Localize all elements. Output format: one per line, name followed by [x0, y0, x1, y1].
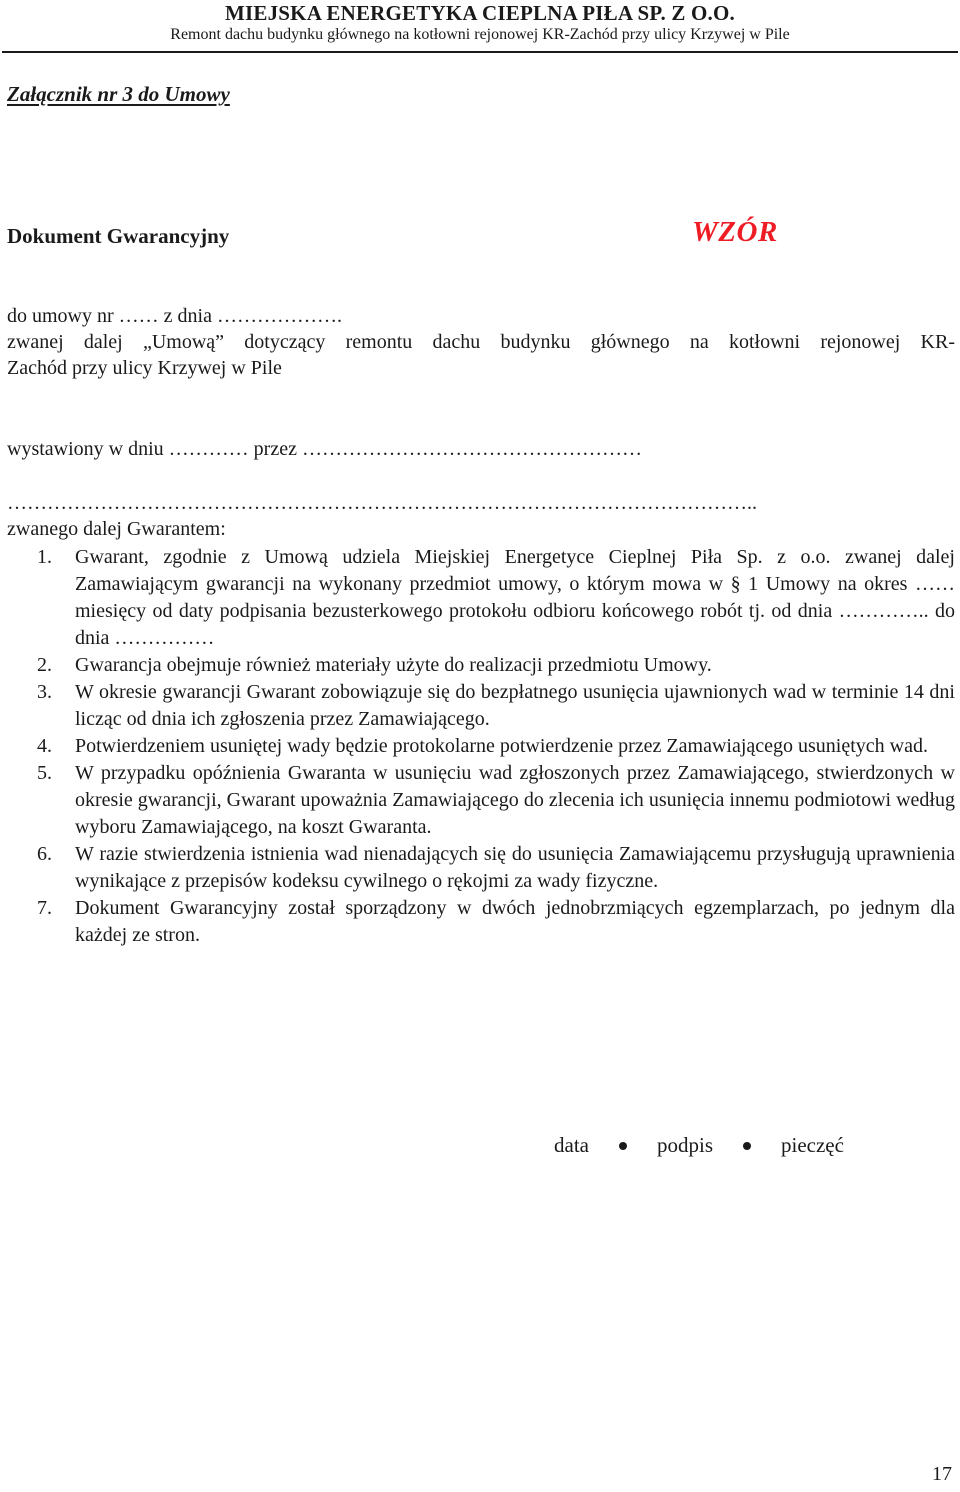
item-number: 7.	[37, 897, 52, 919]
issued-line: wystawiony w dniu ………… przez ……………………………………………	[7, 438, 642, 460]
contract-number-line: do umowy nr …… z dnia ……………….	[7, 305, 342, 327]
list-item	[7, 679, 955, 733]
item-text: Dokument Gwarancyjny został sporządzony w dwóch jednobrzmiących egzemplarzach, po jednym dla każdej ze stron.	[75, 897, 955, 946]
contract-location-line: Zachód przy ulicy Krzywej w Pile	[7, 357, 282, 379]
item-text: W razie stwierdzenia istnienia wad nienadających się do usunięcia Zamawiającemu przysługują uprawnienia wynikające z przepisów kodeksu cywilnego o rękojmi za wady fizyczne.	[75, 843, 955, 892]
page-number: 17	[932, 1463, 952, 1485]
item-number: 4.	[37, 735, 52, 757]
signature-block	[554, 1133, 844, 1158]
guarantor-line: zwanego dalej Gwarantem:	[7, 518, 226, 540]
company-name: MIEJSKA ENERGETYKA CIEPLNA PIŁA SP. Z O.O.	[225, 1, 735, 25]
item-text: W przypadku opóźnienia Gwaranta w usunięciu wad zgłoszonych przez Zamawiającego, stwierdzonych w okresie gwarancji, Gwarant upoważnia Zamawiającego do zlecenia ich usunięcia innemu podmiotowi według wyboru Zamawiającego, na koszt Gwaranta.	[75, 762, 955, 838]
list-item	[7, 760, 955, 841]
document-title: Dokument Gwarancyjny	[7, 224, 230, 248]
item-number: 5.	[37, 762, 52, 784]
seal-label: pieczęć	[781, 1133, 844, 1157]
warranty-terms-list	[7, 544, 955, 949]
template-stamp: WZÓR	[692, 216, 778, 248]
bullet-icon	[619, 1142, 627, 1150]
list-item	[7, 733, 955, 760]
item-text: Potwierdzeniem usuniętej wady będzie protokolarne potwierdzenie przez Zamawiającego usuniętych wad.	[75, 735, 928, 757]
list-item	[7, 544, 955, 652]
signature-label: podpis	[656, 1133, 713, 1157]
item-number: 2.	[37, 654, 52, 676]
item-text: Gwarancja obejmuje również materiały użyte do realizacji przedmiotu Umowy.	[75, 654, 712, 676]
project-name: Remont dachu budynku głównego na kotłowni rejonowej KR-Zachód przy ulicy Krzywej w Pile	[170, 26, 790, 43]
item-text: Gwarant, zgodnie z Umową udziela Miejskiej Energetyce Cieplnej Piła Sp. z o.o. zwanej dalej Zamawiającym gwarancji na wykonany przedmiot umowy, o którym mowa w § 1 Umowy na okres …… miesięcy od daty podpisania bezusterkowego protokołu odbioru końcowego robót tj. od dnia ………….. do dnia ……………	[75, 546, 955, 649]
bullet-icon	[743, 1142, 751, 1150]
contract-description-line: zwanej dalej „Umową” dotyczący remontu dachu budynku głównego na kotłowni rejonowej KR-	[7, 331, 955, 353]
annex-label: Załącznik nr 3 do Umowy	[7, 82, 230, 106]
guarantor-dots-line: …………………………………………………………………………………………………..	[7, 492, 757, 514]
item-text: W okresie gwarancji Gwarant zobowiązuje się do bezpłatnego usunięcia ujawnionych wad w terminie 14 dni licząc od dnia ich zgłoszenia przez Zamawiającego.	[75, 681, 955, 730]
list-item	[7, 841, 955, 895]
item-number: 1.	[37, 546, 52, 568]
item-number: 3.	[37, 681, 52, 703]
signature-date-label: data	[554, 1133, 589, 1157]
list-item	[7, 895, 955, 949]
list-item	[7, 652, 955, 679]
item-number: 6.	[37, 843, 52, 865]
header-divider	[2, 51, 958, 53]
